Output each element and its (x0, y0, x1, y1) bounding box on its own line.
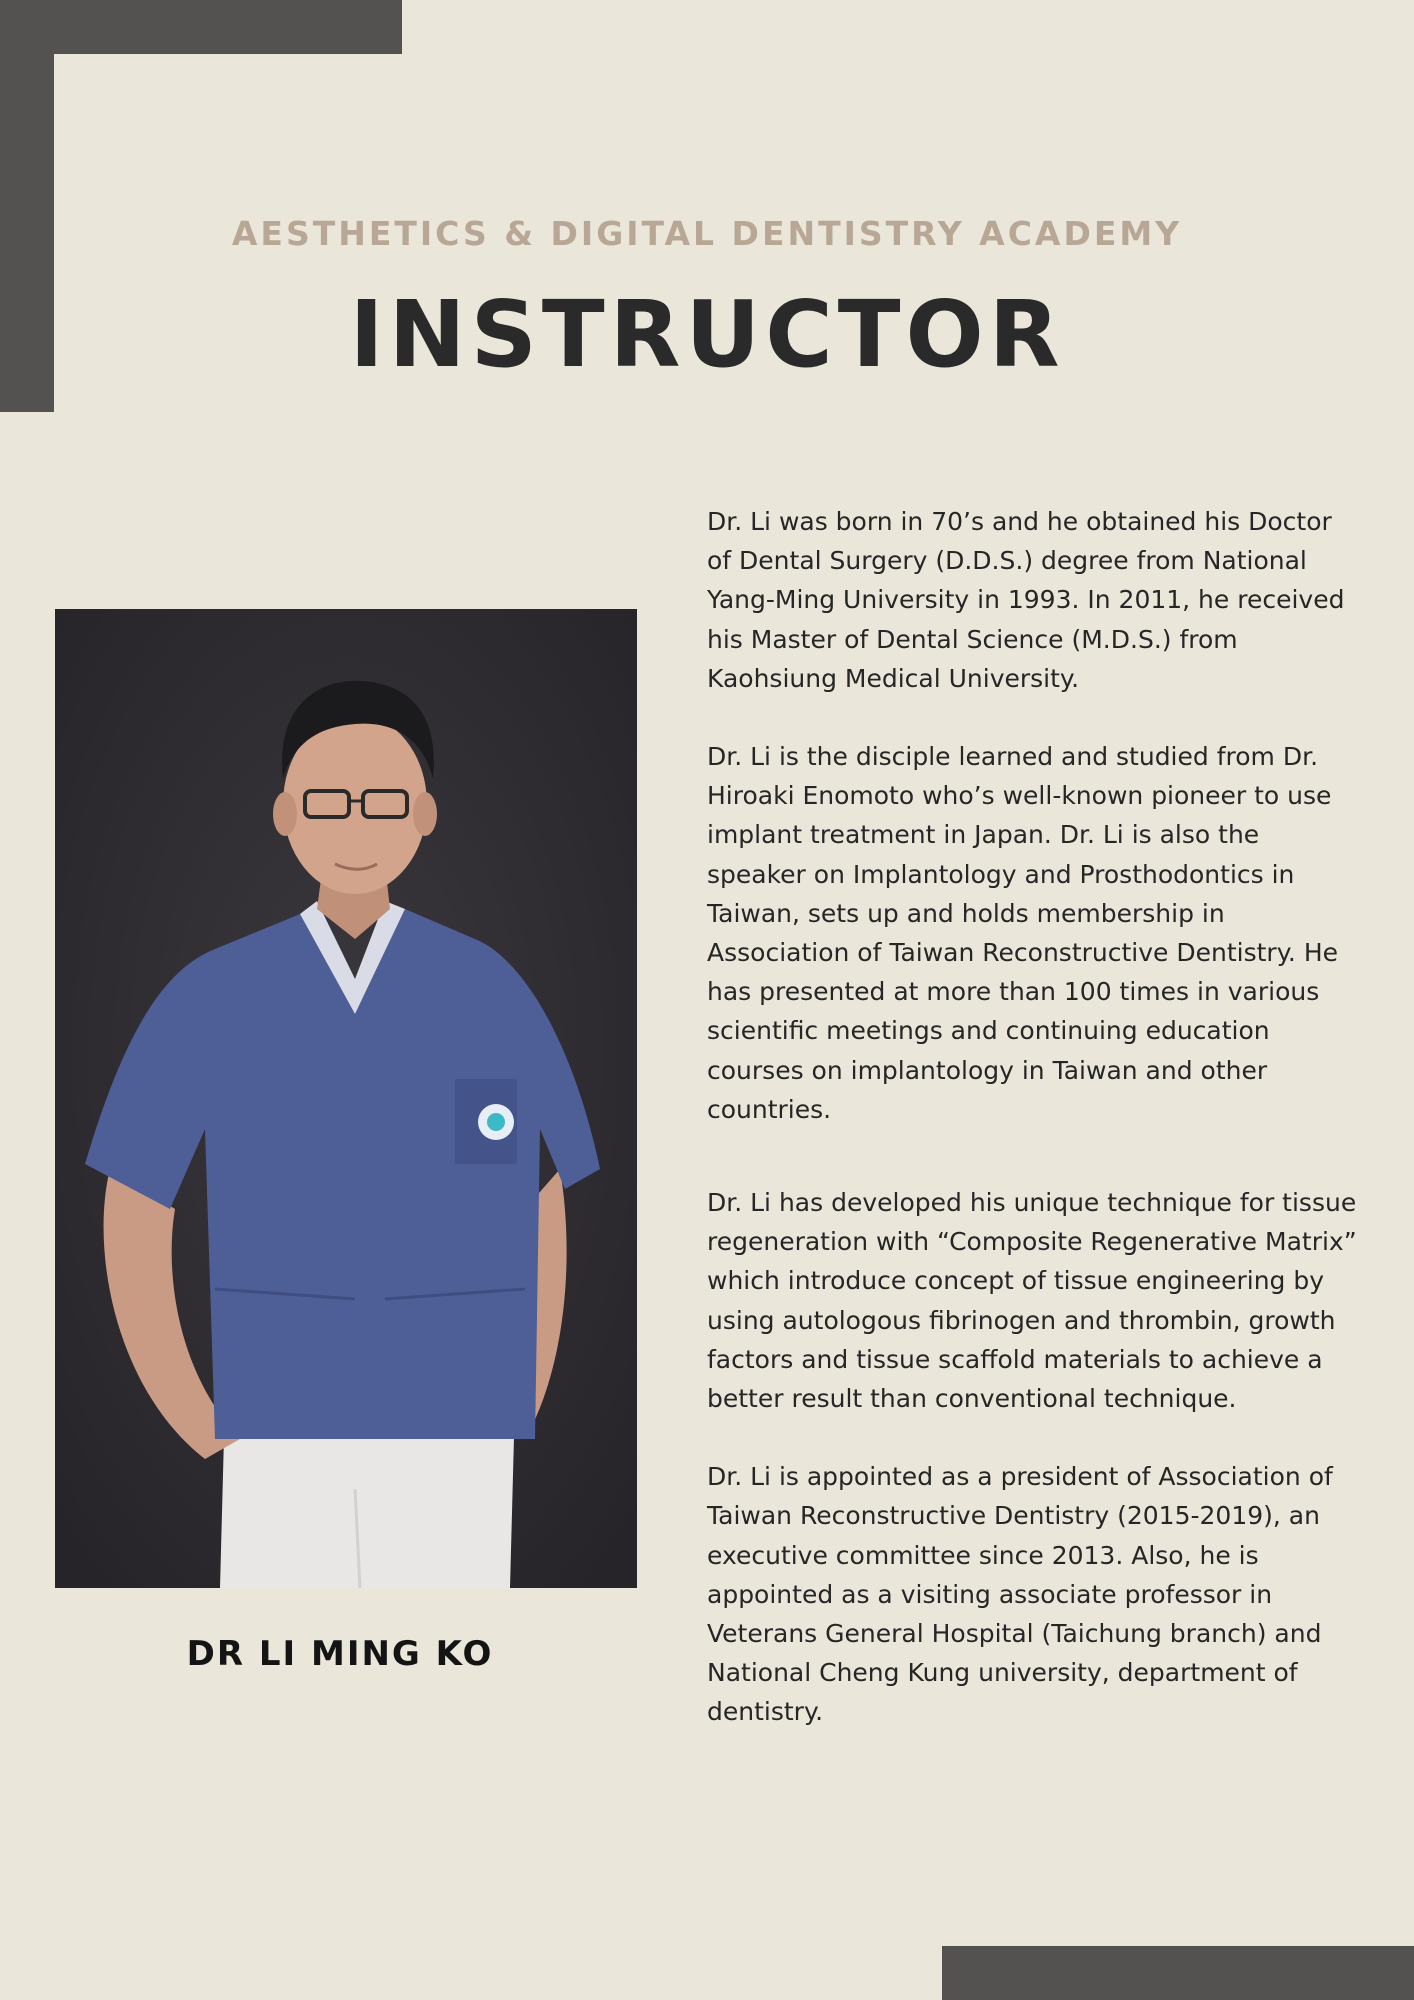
instructor-photo (55, 609, 637, 1588)
corner-bar-bottom (942, 1946, 1414, 2000)
bio-paragraph-1: Dr. Li was born in 70’s and he obtained his Doctor of Dental Surgery (D.D.S.) degree from National Yang-Ming University in 1993. In 2011, he received his Master of Dental Science (M.D.S.) from Kaohsiung Medical University. (707, 507, 1345, 693)
instructor-name: DR LI MING KO (186, 1634, 494, 1674)
page-title: INSTRUCTOR (349, 281, 1065, 388)
instructor-portrait-icon (55, 609, 637, 1588)
bio-paragraph-4: Dr. Li is appointed as a president of Association of Taiwan Reconstructive Dentistry (2015-2019), an executive committee since 2013. Also, he is appointed as a visiting associate professor in Veterans General Hospital (Taichung branch) and National Cheng Kung university, department of dentistry. (707, 1462, 1333, 1727)
bio-text (707, 502, 1357, 1771)
corner-bar-top (0, 0, 402, 54)
bio-paragraph-2: Dr. Li is the disciple learned and studied from Dr. Hiroaki Enomoto who’s well-known pioneer to use implant treatment in Japan. Dr. Li is also the speaker on Implantology and Prosthodontics in Taiwan, sets up and holds membership in Association of Taiwan Reconstructive Dentistry. He has presented at more than 100 times in various scientific meetings and continuing education courses on implantology in Taiwan and other countries. (707, 742, 1339, 1124)
academy-name: AESTHETICS & DIGITAL DENTISTRY ACADEMY (231, 214, 1183, 253)
bio-paragraph-3: Dr. Li has developed his unique technique for tissue regeneration with “Composite Regenerative Matrix” which introduce concept of tissue engineering by using autologous fibrinogen and thrombin, growth factors and tissue scaffold materials to achieve a better result than conventional technique. (707, 1188, 1357, 1414)
